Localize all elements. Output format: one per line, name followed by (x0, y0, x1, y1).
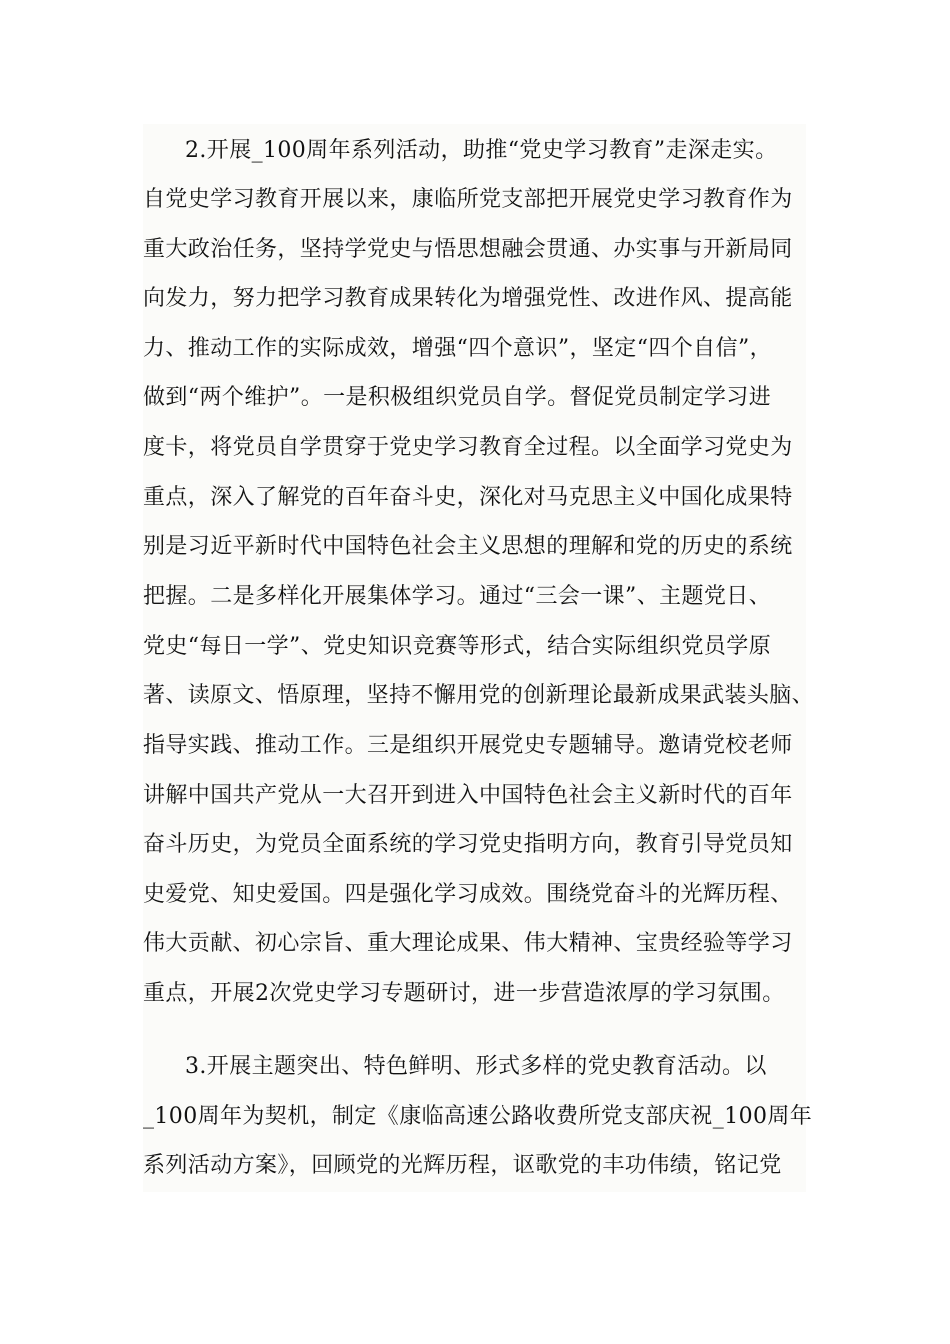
text-line: 重点，深入了解党的百年奋斗史，深化对马克思主义中国化成果特 (143, 485, 793, 510)
text-line: 自党史学习教育开展以来，康临所党支部把开展党史学习教育作为 (143, 187, 793, 212)
text-line: 讲解中国共产党从一大召开到进入中国特色社会主义新时代的百年 (143, 783, 793, 808)
text-line: 力、推动工作的实际成效，增强“四个意识”，坚定“四个自信”， (143, 336, 772, 361)
text-line: 奋斗历史，为党员全面系统的学习党史指明方向，教育引导党员知 (143, 832, 793, 857)
document-body (143, 124, 815, 1192)
text-line: 别是习近平新时代中国特色社会主义思想的理解和党的历史的系统 (143, 534, 793, 559)
text-line: 3.开展主题突出、特色鲜明、形式多样的党史教育活动。以 (185, 1054, 767, 1079)
text-line: 党史“每日一学”、党史知识竞赛等形式，结合实际组织党员学原 (143, 634, 772, 659)
text-line: 史爱党、知史爱国。四是强化学习成效。围绕党奋斗的光辉历程、 (143, 882, 793, 907)
text-line: 做到“两个维护”。一是积极组织党员自学。督促党员制定学习进 (143, 385, 772, 410)
text-line: 2.开展_100周年系列活动，助推“党史学习教育”走深走实。 (185, 138, 778, 163)
text-line: 伟大贡献、初心宗旨、重大理论成果、伟大精神、宝贵经验等学习 (143, 931, 793, 956)
text-line: 著、读原文、悟原理，坚持不懈用党的创新理论最新成果武装头脑、 (143, 683, 815, 708)
text-line: 系列活动方案》，回顾党的光辉历程，讴歌党的丰功伟绩，铭记党 (143, 1153, 782, 1178)
text-line: _100周年为契机，制定《康临高速公路收费所党支部庆祝_100周年 (143, 1104, 813, 1129)
text-line: 重点，开展2次党史学习专题研讨，进一步营造浓厚的学习氛围。 (143, 981, 785, 1006)
text-line: 度卡，将党员自学贯穿于党史学习教育全过程。以全面学习党史为 (143, 435, 793, 460)
text-line: 指导实践、推动工作。三是组织开展党史专题辅导。邀请党校老师 (143, 733, 793, 758)
text-line: 把握。二是多样化开展集体学习。通过“三会一课”、主题党日、 (143, 584, 772, 609)
text-line: 重大政治任务，坚持学党史与悟思想融会贯通、办实事与开新局同 (143, 237, 793, 262)
text-line: 向发力，努力把学习教育成果转化为增强党性、改进作风、提高能 (143, 286, 793, 311)
